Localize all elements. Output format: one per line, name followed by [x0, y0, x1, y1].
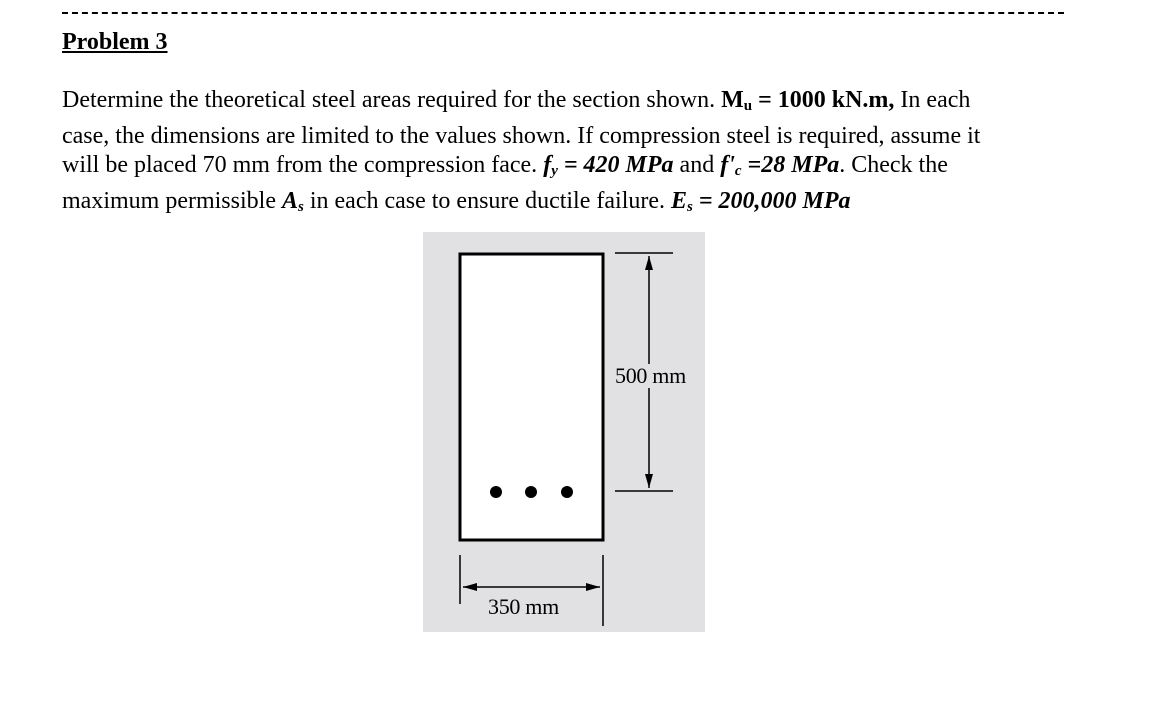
dashed-separator	[62, 12, 1064, 14]
beam-section-drawing	[423, 232, 705, 632]
beam-section-figure	[423, 232, 705, 632]
rebar-dot	[490, 486, 502, 498]
problem-title: Problem 3	[62, 29, 168, 55]
es-value: $E_s = 200,000$ MPa	[671, 187, 851, 215]
arrow-up-icon	[645, 256, 653, 270]
statement-line-1: Determine the theoretical steel areas required for the section shown. $M_u = 1000$ kN.m, In each	[62, 87, 971, 114]
fy-value: $f_y = 420$ MPa	[543, 152, 674, 179]
fc-value: $f'_c =28$ MPa	[720, 152, 840, 179]
arrow-down-icon	[645, 474, 653, 488]
rebar-dot	[525, 486, 537, 498]
width-label: 350 mm	[485, 595, 562, 619]
statement-line-2: case, the dimensions are limited to the values shown. If compression steel is required, assume it	[62, 122, 981, 149]
arrow-right-icon	[586, 583, 600, 591]
moment-value: $M_u = 1000$ kN.m,	[721, 87, 895, 114]
statement-line-4: maximum permissible $A_s$ in each case to ensure ductile failure. $E_s = 200,000$ MPa	[62, 187, 851, 215]
as-symbol: $A_s$	[281, 187, 304, 215]
height-label: 500 mm	[615, 363, 686, 388]
rebar-dot	[561, 486, 573, 498]
problem-statement	[62, 86, 1072, 222]
statement-line-3: will be placed 70 mm from the compression face. $f_y = 420$ MPa and $f'_c =28$ MPa. Check the	[62, 152, 948, 179]
arrow-left-icon	[463, 583, 477, 591]
